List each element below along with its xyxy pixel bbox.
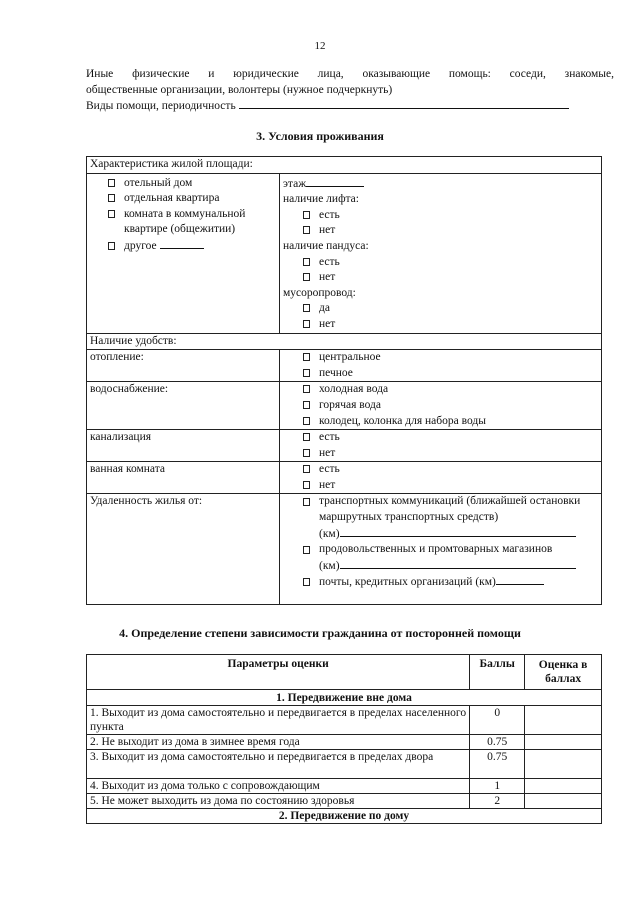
bath-option-label: нет [319,478,336,491]
bath-options [280,462,602,494]
help-types-label: Виды помощи, периодичность [86,100,236,112]
lift-option [283,223,598,239]
floor-row [283,176,598,193]
sewer-option [283,430,598,446]
distance-field[interactable] [496,574,544,585]
water-label: водоснабжение: [87,382,280,430]
housing-type-label: комната в коммунальной [124,207,246,220]
checkbox-icon[interactable] [303,385,310,393]
score-header: Оценка в баллах [525,655,602,690]
checkbox-icon[interactable] [303,417,310,425]
building-features-cell [280,173,602,333]
housing-type-cell [87,173,280,333]
checkbox-icon[interactable] [303,304,310,312]
section3-title: 3. Условия проживания [256,129,384,143]
checkbox-icon[interactable] [303,211,310,219]
distance-km-row [303,526,598,543]
housing-type-item [90,191,276,207]
ramp-option-label: есть [319,255,340,268]
checkbox-icon[interactable] [303,273,310,281]
lift-label: наличие лифта: [283,193,359,206]
distance-option-label: почты, кредитных организаций (км) [319,576,496,589]
distance-field[interactable] [340,558,576,569]
chute-option-label: нет [319,317,336,330]
bath-option-label: есть [319,463,340,476]
checkbox-icon[interactable] [108,194,115,202]
housing-type-label: отельный дом [124,176,193,189]
housing-type-item [90,176,276,192]
distance-km-row [303,574,598,591]
checkbox-icon[interactable] [303,258,310,266]
checkbox-icon[interactable] [303,369,310,377]
heating-options [280,350,602,382]
distance-km-row [303,558,598,575]
intro-block [86,67,614,115]
checkbox-icon[interactable] [303,481,310,489]
floor-label: этаж [283,177,307,190]
intro-line-1: Иные физические и юридические лица, оказывающие помощь: соседи, знакомые, [86,68,614,80]
row-text: 5. Не может выходить из дома по состоянию здоровья [87,794,470,809]
checkbox-icon[interactable] [303,320,310,328]
distance-option [283,494,598,542]
sewer-option-label: есть [319,431,340,444]
water-option-label: колодец, колонка для набора воды [319,414,486,427]
params-header: Параметры оценки [87,655,470,690]
row-points: 0.75 [470,750,525,779]
water-option-label: холодная вода [319,383,389,396]
housing-type-item [90,238,276,255]
other-housing-field[interactable] [160,238,204,249]
chute-option-label: да [319,302,330,315]
intro-line-3 [86,98,614,115]
checkbox-icon[interactable] [108,242,115,250]
row-points: 0 [470,706,525,735]
ramp-label: наличие пандуса: [283,239,369,252]
heating-option [283,350,598,366]
checkbox-icon[interactable] [303,226,310,234]
housing-type-item [90,207,276,223]
lift-option-label: нет [319,224,336,237]
housing-header: Характеристика жилой площади: [87,157,602,174]
checkbox-icon[interactable] [303,578,310,586]
intro-line-2: общественные организации, волонтеры (нужное подчеркнуть) [86,83,393,96]
points-header: Баллы [470,655,525,690]
bath-option [283,462,598,478]
section4-title: 4. Определение степени зависимости гражданина от посторонней помощи [119,626,521,640]
water-option [283,382,598,398]
chute-option [283,317,598,333]
bath-label: ванная комната [87,462,280,494]
checkbox-icon[interactable] [303,465,310,473]
km-label: (км) [319,559,340,572]
water-option [283,414,598,430]
ramp-option [283,270,598,286]
dependency-table [86,654,602,824]
row-points: 0.75 [470,735,525,750]
distance-option-label: продовольственных и промтоварных магазинов [319,543,553,556]
row-points: 1 [470,779,525,794]
ramp-option-label: нет [319,271,336,284]
lift-option [283,208,598,224]
water-options [280,382,602,430]
heating-option-label: печное [319,366,353,379]
row-score-cell[interactable] [525,735,602,750]
bath-option [283,478,598,494]
km-label: (км) [319,527,340,540]
checkbox-icon[interactable] [303,546,310,554]
floor-field[interactable] [306,176,364,187]
housing-type-label: другое [124,239,157,252]
distance-label: Удаленность жилья от: [87,494,280,605]
housing-type-label-cont: квартире (общежитии) [124,223,236,236]
page-number: 12 [314,40,326,52]
heating-option [283,366,598,382]
row-text: 3. Выходит из дома самостоятельно и передвигается в пределах двора [87,750,470,779]
row-score-cell[interactable] [525,794,602,809]
living-conditions-table [86,156,602,605]
checkbox-icon[interactable] [108,179,115,187]
row-text: 2. Не выходит из дома в зимнее время года [87,735,470,750]
group-header: 1. Передвижение вне дома [87,690,602,706]
row-text: 1. Выходит из дома самостоятельно и передвигается в пределах населенного пункта [87,706,470,735]
row-points: 2 [470,794,525,809]
distance-option [283,542,598,574]
row-score-cell[interactable] [525,750,602,779]
water-option [283,398,598,414]
chute-option [283,301,598,317]
row-score-cell[interactable] [525,706,602,735]
lift-option-label: есть [319,208,340,221]
sewer-option [283,446,598,462]
heating-option-label: центральное [319,351,381,364]
sewer-label: канализация [87,430,280,462]
checkbox-icon[interactable] [303,498,310,506]
distance-options [280,494,602,605]
row-score-cell[interactable] [525,779,602,794]
help-types-field[interactable] [239,98,569,109]
sewer-option-label: нет [319,446,336,459]
checkbox-icon[interactable] [303,433,310,441]
ramp-option [283,255,598,271]
distance-option-label: транспортных коммуникаций (ближайшей остановки маршрутных транспортных средств) [319,495,581,524]
checkbox-icon[interactable] [303,401,310,409]
chute-label: мусоропровод: [283,286,356,299]
housing-type-label: отдельная квартира [124,192,220,205]
heating-label: отопление: [87,350,280,382]
checkbox-icon[interactable] [108,210,115,218]
sewer-options [280,430,602,462]
distance-field[interactable] [340,526,576,537]
checkbox-icon[interactable] [303,353,310,361]
water-option-label: горячая вода [319,398,381,411]
amenities-header: Наличие удобств: [87,333,602,350]
checkbox-icon[interactable] [303,449,310,457]
row-text: 4. Выходит из дома только с сопровождающим [87,779,470,794]
distance-option [283,574,598,591]
group-header: 2. Передвижение по дому [87,809,602,824]
